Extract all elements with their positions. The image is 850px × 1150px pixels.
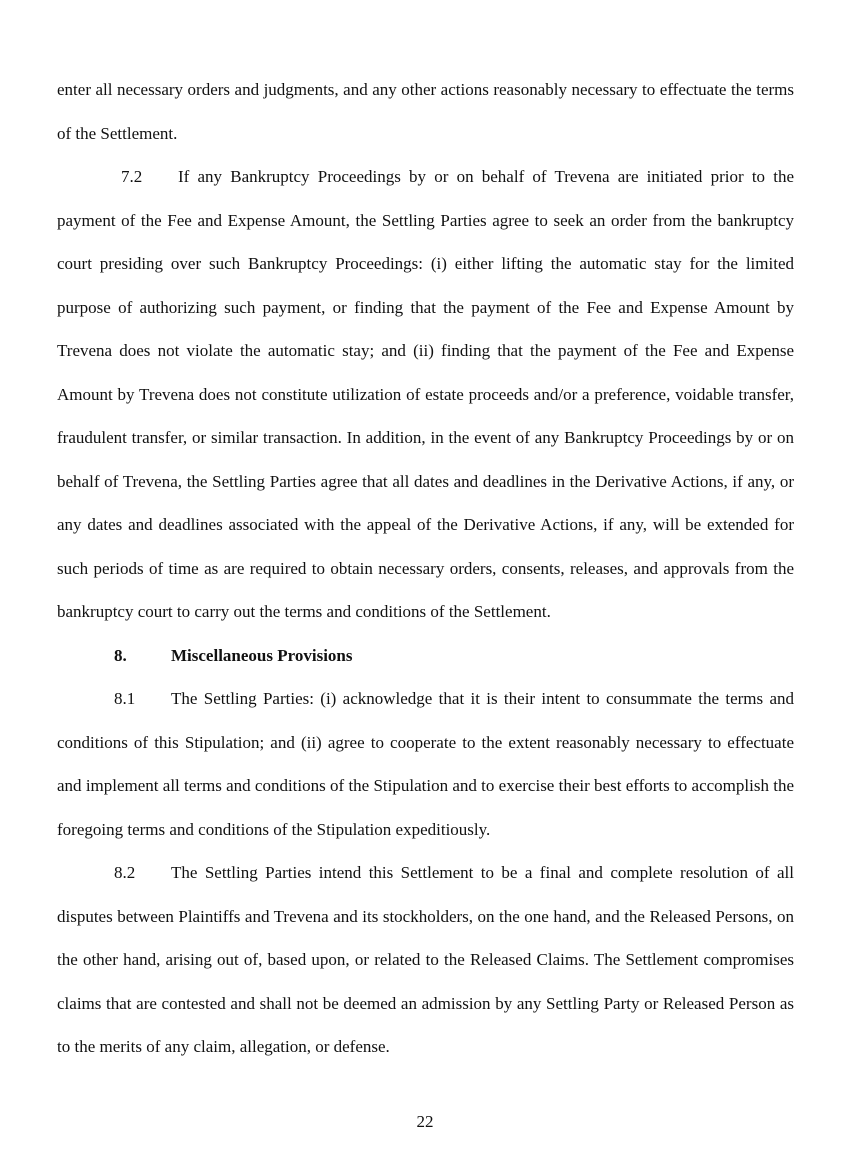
- paragraph-text: The Settling Parties intend this Settlement to be a final and complete resolution of all disputes between Plaintiffs and Trevena and its stockholders, on the one hand, and the Released Persons, on the other hand, arising out of, based upon, or related to the Released Claims. The Settlement compromises claims that are contested and shall not be deemed an admission by any Settling Party or Released Person as to the merits of any claim, allegation, or defense.: [57, 863, 794, 1056]
- paragraph-8-2: [57, 851, 794, 1069]
- paragraph-number: 8.1: [114, 689, 136, 708]
- paragraph-number: 8.2: [114, 863, 136, 882]
- document-page: [57, 68, 794, 1069]
- paragraph-7-2: [57, 155, 794, 634]
- paragraph-text: The Settling Parties: (i) acknowledge that it is their intent to consummate the terms and conditions of this Stipulation; and (ii) agree to cooperate to the extent reasonably necessary to effectuate and implement all terms and conditions of the Stipulation and to exercise their best efforts to accomplish the foregoing terms and conditions of the Stipulation expeditiously.: [57, 689, 794, 839]
- section-title: Miscellaneous Provisions: [171, 645, 353, 665]
- section-heading: [57, 634, 794, 678]
- paragraph-text: If any Bankruptcy Proceedings by or on behalf of Trevena are initiated prior to the payment of the Fee and Expense Amount, the Settling Parties agree to seek an order from the bankruptcy court presiding over such Bankruptcy Proceedings: (i) either lifting the automatic stay for the limited purpose of authorizing such payment, or finding that the payment of the Fee and Expense Amount by Trevena does not violate the automatic stay; and (ii) finding that the payment of the Fee and Expense Amount by Trevena does not constitute utilization of estate proceeds and/or a preference, voidable transfer, fraudulent transfer, or similar transaction. In addition, in the event of any Bankruptcy Proceedings by or on behalf of Trevena, the Settling Parties agree that all dates and deadlines in the Derivative Actions, if any, or any dates and deadlines associated with the appeal of the Derivative Actions, if any, will be extended for such periods of time as are required to obtain necessary orders, consents, releases, and approvals from the bankruptcy court to carry out the terms and conditions of the Settlement.: [57, 167, 794, 621]
- section-number: 8.: [114, 645, 127, 665]
- paragraph-8-1: [57, 677, 794, 851]
- paragraph-continuation: [57, 68, 794, 155]
- page-number: 22: [416, 1112, 434, 1131]
- paragraph-text: enter all necessary orders and judgments, and any other actions reasonably necessary to effectuate the terms of the Settlement.: [57, 80, 794, 143]
- paragraph-number: 7.2: [121, 167, 143, 186]
